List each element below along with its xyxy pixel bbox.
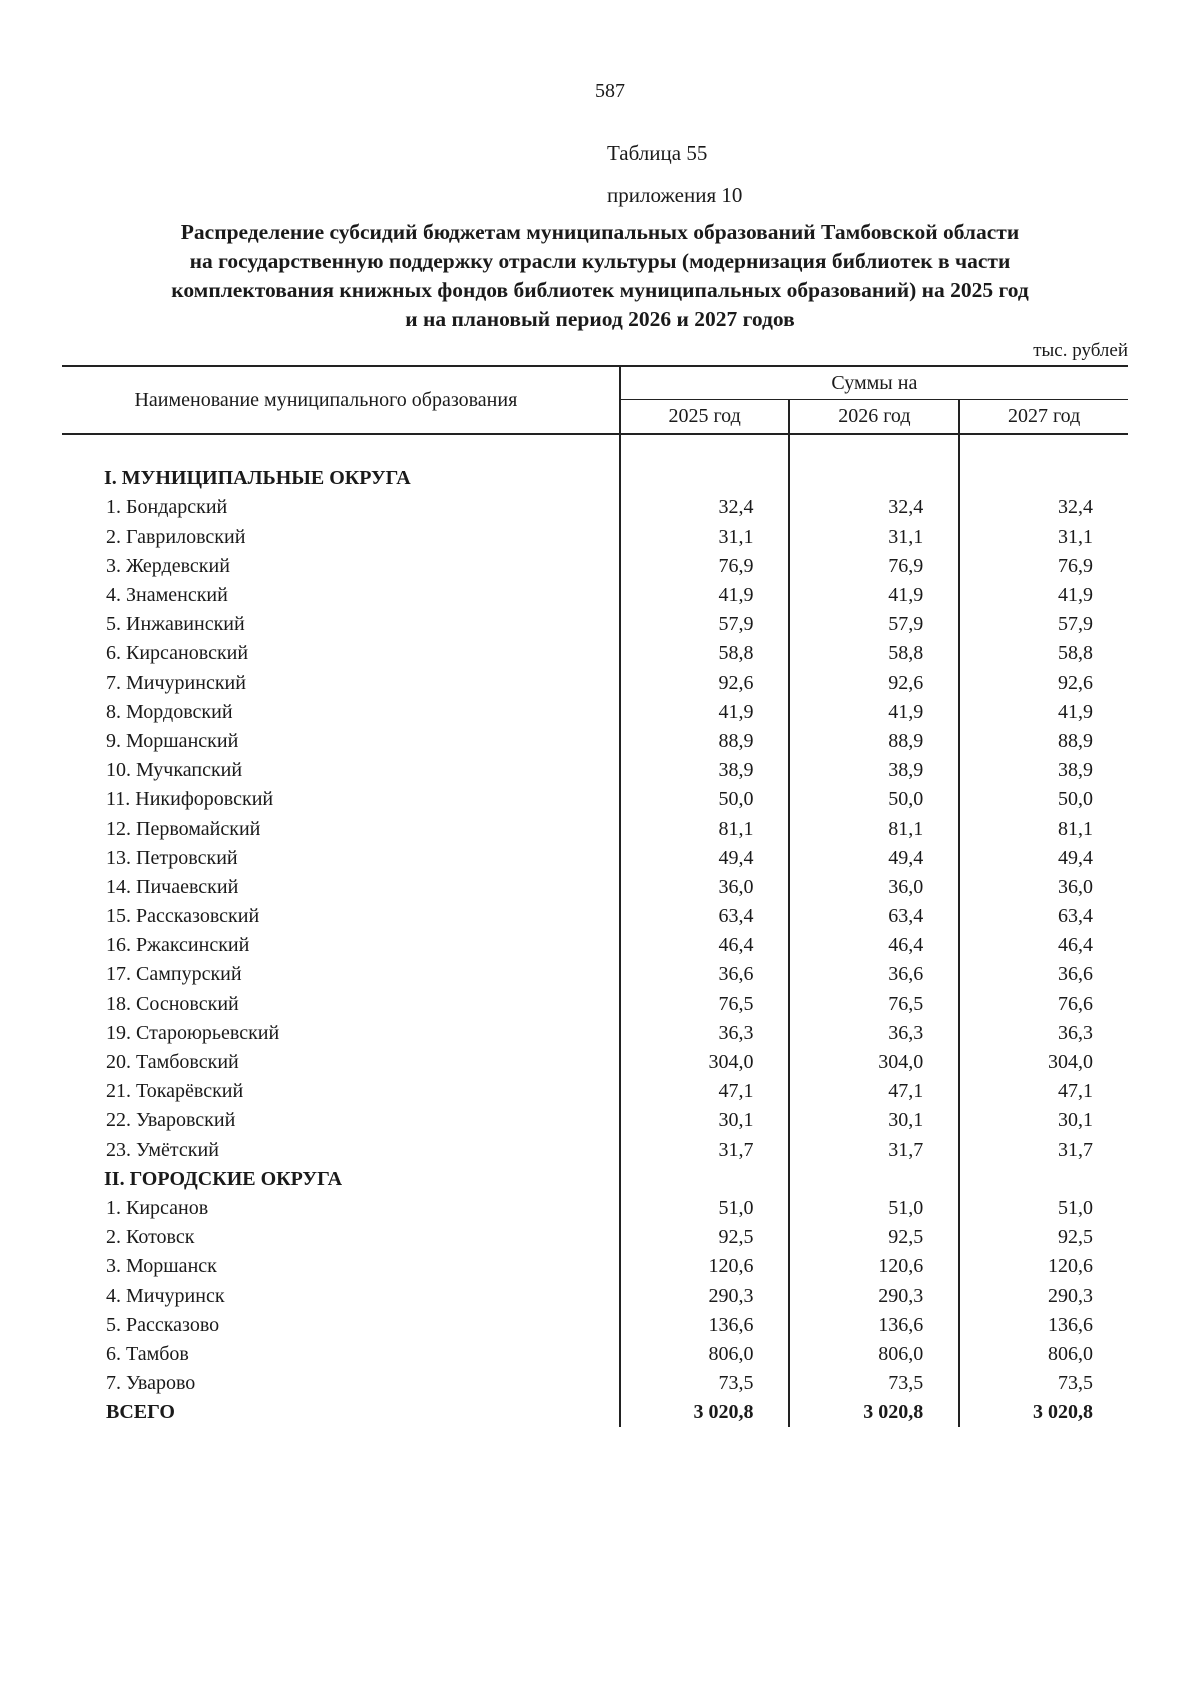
- amount-2026: 806,0: [789, 1340, 959, 1369]
- amount-2025: 136,6: [620, 1311, 790, 1340]
- amount-2027: 58,8: [959, 639, 1128, 668]
- amount-2025: 290,3: [620, 1281, 790, 1310]
- amount-2026: 81,1: [789, 814, 959, 843]
- amount-2027: 36,0: [959, 873, 1128, 902]
- table-row: [62, 1106, 1128, 1135]
- header-sums: Суммы на: [620, 366, 1128, 400]
- municipality-name: 10. Мучкапский: [106, 759, 243, 782]
- table-row: [62, 1252, 1128, 1281]
- table-row: [62, 639, 1128, 668]
- amount-2026: 36,0: [789, 873, 959, 902]
- table-row: [62, 1077, 1128, 1106]
- amount-2027: 76,6: [959, 990, 1128, 1019]
- table-row: [62, 1281, 1128, 1310]
- subsidy-table: [62, 365, 1128, 1427]
- amount-2027: 32,4: [959, 493, 1128, 522]
- amount-2025: 806,0: [620, 1340, 790, 1369]
- amount-2026: 120,6: [789, 1252, 959, 1281]
- empty-cell: [959, 1165, 1128, 1194]
- municipality-name: 4. Знаменский: [106, 584, 228, 607]
- amount-2025: 41,9: [620, 698, 790, 727]
- title-line: Распределение субсидий бюджетам муниципальных образований Тамбовской области: [180, 220, 1020, 244]
- amount-2027: 36,3: [959, 1019, 1128, 1048]
- municipality-name: 2. Гавриловский: [106, 525, 246, 548]
- municipality-name: 20. Тамбовский: [106, 1051, 239, 1074]
- title-line: комплектования книжных фондов библиотек муниципальных образований) на 2025 год: [171, 278, 1029, 302]
- amount-2027: 120,6: [959, 1252, 1128, 1281]
- table-row: [62, 1194, 1128, 1223]
- table-row: [62, 581, 1128, 610]
- total-amount-2026: 3 020,8: [789, 1398, 959, 1427]
- amount-2026: 63,4: [789, 902, 959, 931]
- amount-2027: 46,4: [959, 931, 1128, 960]
- municipality-name: 1. Бондарский: [106, 496, 228, 519]
- header-name: Наименование муниципального образования: [62, 366, 620, 434]
- amount-2026: 51,0: [789, 1194, 959, 1223]
- empty-cell: [789, 1165, 959, 1194]
- table-row: [62, 1223, 1128, 1252]
- amount-2026: 92,5: [789, 1223, 959, 1252]
- table-row: [62, 873, 1128, 902]
- municipality-name: 15. Рассказовский: [106, 905, 260, 928]
- municipality-name: 14. Пичаевский: [106, 875, 239, 898]
- amount-2026: 73,5: [789, 1369, 959, 1398]
- municipality-name: 4. Мичуринск: [106, 1284, 225, 1307]
- municipality-name: 22. Уваровский: [106, 1109, 236, 1132]
- table-row: [62, 1048, 1128, 1077]
- amount-2025: 46,4: [620, 931, 790, 960]
- municipality-name: 21. Токарёвский: [106, 1080, 244, 1103]
- amount-2027: 41,9: [959, 581, 1128, 610]
- table-row: [62, 1369, 1128, 1398]
- amount-2025: 31,1: [620, 523, 790, 552]
- municipality-name: 12. Первомайский: [106, 817, 261, 840]
- municipality-name: 18. Сосновский: [106, 992, 239, 1015]
- page-number: 587: [595, 80, 625, 102]
- municipality-name: 1. Кирсанов: [106, 1196, 209, 1219]
- amount-2027: 49,4: [959, 844, 1128, 873]
- municipality-name: 3. Моршанск: [106, 1255, 217, 1278]
- table-row: [62, 1340, 1128, 1369]
- amount-2025: 49,4: [620, 844, 790, 873]
- municipality-name: 6. Тамбов: [106, 1342, 189, 1365]
- amount-2027: 806,0: [959, 1340, 1128, 1369]
- table-row: [62, 814, 1128, 843]
- amount-2027: 41,9: [959, 698, 1128, 727]
- amount-2025: 73,5: [620, 1369, 790, 1398]
- amount-2026: 46,4: [789, 931, 959, 960]
- amount-2026: 41,9: [789, 698, 959, 727]
- title-line: и на плановый период 2026 и 2027 годов: [405, 307, 795, 331]
- amount-2025: 120,6: [620, 1252, 790, 1281]
- municipality-name: 19. Староюрьевский: [106, 1021, 280, 1044]
- section-title: I. МУНИЦИПАЛЬНЫЕ ОКРУГА: [104, 467, 411, 490]
- municipality-name: 7. Уварово: [106, 1372, 196, 1395]
- amount-2025: 50,0: [620, 785, 790, 814]
- amount-2027: 304,0: [959, 1048, 1128, 1077]
- table-row: [62, 523, 1128, 552]
- amount-2027: 81,1: [959, 814, 1128, 843]
- amount-2025: 58,8: [620, 639, 790, 668]
- total-amount-2027: 3 020,8: [959, 1398, 1128, 1427]
- document-title: [60, 218, 1140, 334]
- empty-cell: [789, 464, 959, 493]
- amount-2027: 31,1: [959, 523, 1128, 552]
- table-row: [62, 1311, 1128, 1340]
- amount-2027: 50,0: [959, 785, 1128, 814]
- amount-2025: 92,6: [620, 669, 790, 698]
- empty-cell: [959, 464, 1128, 493]
- table-row: [62, 669, 1128, 698]
- amount-2026: 47,1: [789, 1077, 959, 1106]
- municipality-name: 8. Мордовский: [106, 700, 233, 723]
- amount-2025: 57,9: [620, 610, 790, 639]
- amount-2027: 31,7: [959, 1136, 1128, 1165]
- header-year-2025: 2025 год: [620, 400, 790, 435]
- municipality-name: 13. Петровский: [106, 846, 238, 869]
- amount-2026: 30,1: [789, 1106, 959, 1135]
- municipality-name: 11. Никифоровский: [106, 788, 274, 811]
- municipality-name: 6. Кирсановский: [106, 642, 249, 665]
- spacer-row: [62, 434, 1128, 464]
- amount-2026: 31,1: [789, 523, 959, 552]
- amount-2025: 88,9: [620, 727, 790, 756]
- amount-2026: 58,8: [789, 639, 959, 668]
- empty-cell: [620, 1165, 790, 1194]
- amount-2025: 81,1: [620, 814, 790, 843]
- amount-2027: 57,9: [959, 610, 1128, 639]
- amount-2026: 36,3: [789, 1019, 959, 1048]
- section-header-row: [62, 1165, 1128, 1194]
- amount-2025: 36,0: [620, 873, 790, 902]
- amount-2026: 41,9: [789, 581, 959, 610]
- amount-2027: 92,6: [959, 669, 1128, 698]
- table-row: [62, 931, 1128, 960]
- table-row: [62, 1136, 1128, 1165]
- amount-2026: 32,4: [789, 493, 959, 522]
- amount-2025: 76,9: [620, 552, 790, 581]
- amount-2026: 88,9: [789, 727, 959, 756]
- table-row: [62, 844, 1128, 873]
- municipality-name: 7. Мичуринский: [106, 671, 246, 694]
- amount-2026: 290,3: [789, 1281, 959, 1310]
- amount-2027: 92,5: [959, 1223, 1128, 1252]
- table-row: [62, 1019, 1128, 1048]
- section-header-row: [62, 464, 1128, 493]
- amount-2027: 36,6: [959, 960, 1128, 989]
- amount-2026: 38,9: [789, 756, 959, 785]
- amount-2025: 36,6: [620, 960, 790, 989]
- amount-2027: 47,1: [959, 1077, 1128, 1106]
- municipality-name: 3. Жердевский: [106, 554, 230, 577]
- total-row: [62, 1398, 1128, 1427]
- total-label: ВСЕГО: [106, 1401, 175, 1424]
- municipality-name: 16. Ржаксинский: [106, 934, 250, 957]
- header-year-2026: 2026 год: [789, 400, 959, 435]
- amount-2025: 31,7: [620, 1136, 790, 1165]
- amount-2027: 63,4: [959, 902, 1128, 931]
- table-row: [62, 990, 1128, 1019]
- municipality-name: 5. Инжавинский: [106, 613, 245, 636]
- header-year-2027: 2027 год: [959, 400, 1128, 435]
- amount-2025: 32,4: [620, 493, 790, 522]
- amount-2025: 36,3: [620, 1019, 790, 1048]
- municipality-name: 2. Котовск: [106, 1226, 195, 1249]
- amount-2026: 92,6: [789, 669, 959, 698]
- table-row: [62, 610, 1128, 639]
- amount-2026: 36,6: [789, 960, 959, 989]
- amount-2026: 76,9: [789, 552, 959, 581]
- amount-2025: 30,1: [620, 1106, 790, 1135]
- amount-2027: 73,5: [959, 1369, 1128, 1398]
- municipality-name: 5. Рассказово: [106, 1313, 220, 1336]
- empty-cell: [620, 464, 790, 493]
- amount-2025: 47,1: [620, 1077, 790, 1106]
- table-row: [62, 785, 1128, 814]
- amount-2025: 76,5: [620, 990, 790, 1019]
- amount-2027: 30,1: [959, 1106, 1128, 1135]
- amount-2025: 304,0: [620, 1048, 790, 1077]
- table-row: [62, 756, 1128, 785]
- table-row: [62, 902, 1128, 931]
- table-row: [62, 727, 1128, 756]
- amount-2026: 31,7: [789, 1136, 959, 1165]
- municipality-name: 9. Моршанский: [106, 729, 239, 752]
- amount-2025: 63,4: [620, 902, 790, 931]
- section-title: II. ГОРОДСКИЕ ОКРУГА: [104, 1167, 343, 1190]
- table-body: [62, 434, 1128, 1427]
- table-row: [62, 698, 1128, 727]
- amount-2027: 290,3: [959, 1281, 1128, 1310]
- amount-2026: 50,0: [789, 785, 959, 814]
- amount-2026: 49,4: [789, 844, 959, 873]
- table-label: Таблица 55: [607, 141, 708, 165]
- municipality-name: 17. Сампурский: [106, 963, 242, 986]
- table-row: [62, 493, 1128, 522]
- table-header: [62, 366, 1128, 434]
- amount-2027: 88,9: [959, 727, 1128, 756]
- amount-2027: 51,0: [959, 1194, 1128, 1223]
- table-row: [62, 960, 1128, 989]
- amount-2026: 304,0: [789, 1048, 959, 1077]
- amount-2027: 76,9: [959, 552, 1128, 581]
- amount-2025: 38,9: [620, 756, 790, 785]
- amount-2025: 92,5: [620, 1223, 790, 1252]
- amount-2026: 57,9: [789, 610, 959, 639]
- title-line: на государственную поддержку отрасли культуры (модернизация библиотек в части: [189, 249, 1011, 273]
- table-row: [62, 552, 1128, 581]
- appendix-label: приложения 10: [607, 183, 743, 207]
- amount-2026: 136,6: [789, 1311, 959, 1340]
- municipality-name: 23. Умётский: [106, 1138, 219, 1161]
- amount-2025: 41,9: [620, 581, 790, 610]
- amount-2026: 76,5: [789, 990, 959, 1019]
- amount-2027: 136,6: [959, 1311, 1128, 1340]
- unit-label: тыс. рублей: [1033, 340, 1128, 361]
- total-amount-2025: 3 020,8: [620, 1398, 790, 1427]
- amount-2025: 51,0: [620, 1194, 790, 1223]
- amount-2027: 38,9: [959, 756, 1128, 785]
